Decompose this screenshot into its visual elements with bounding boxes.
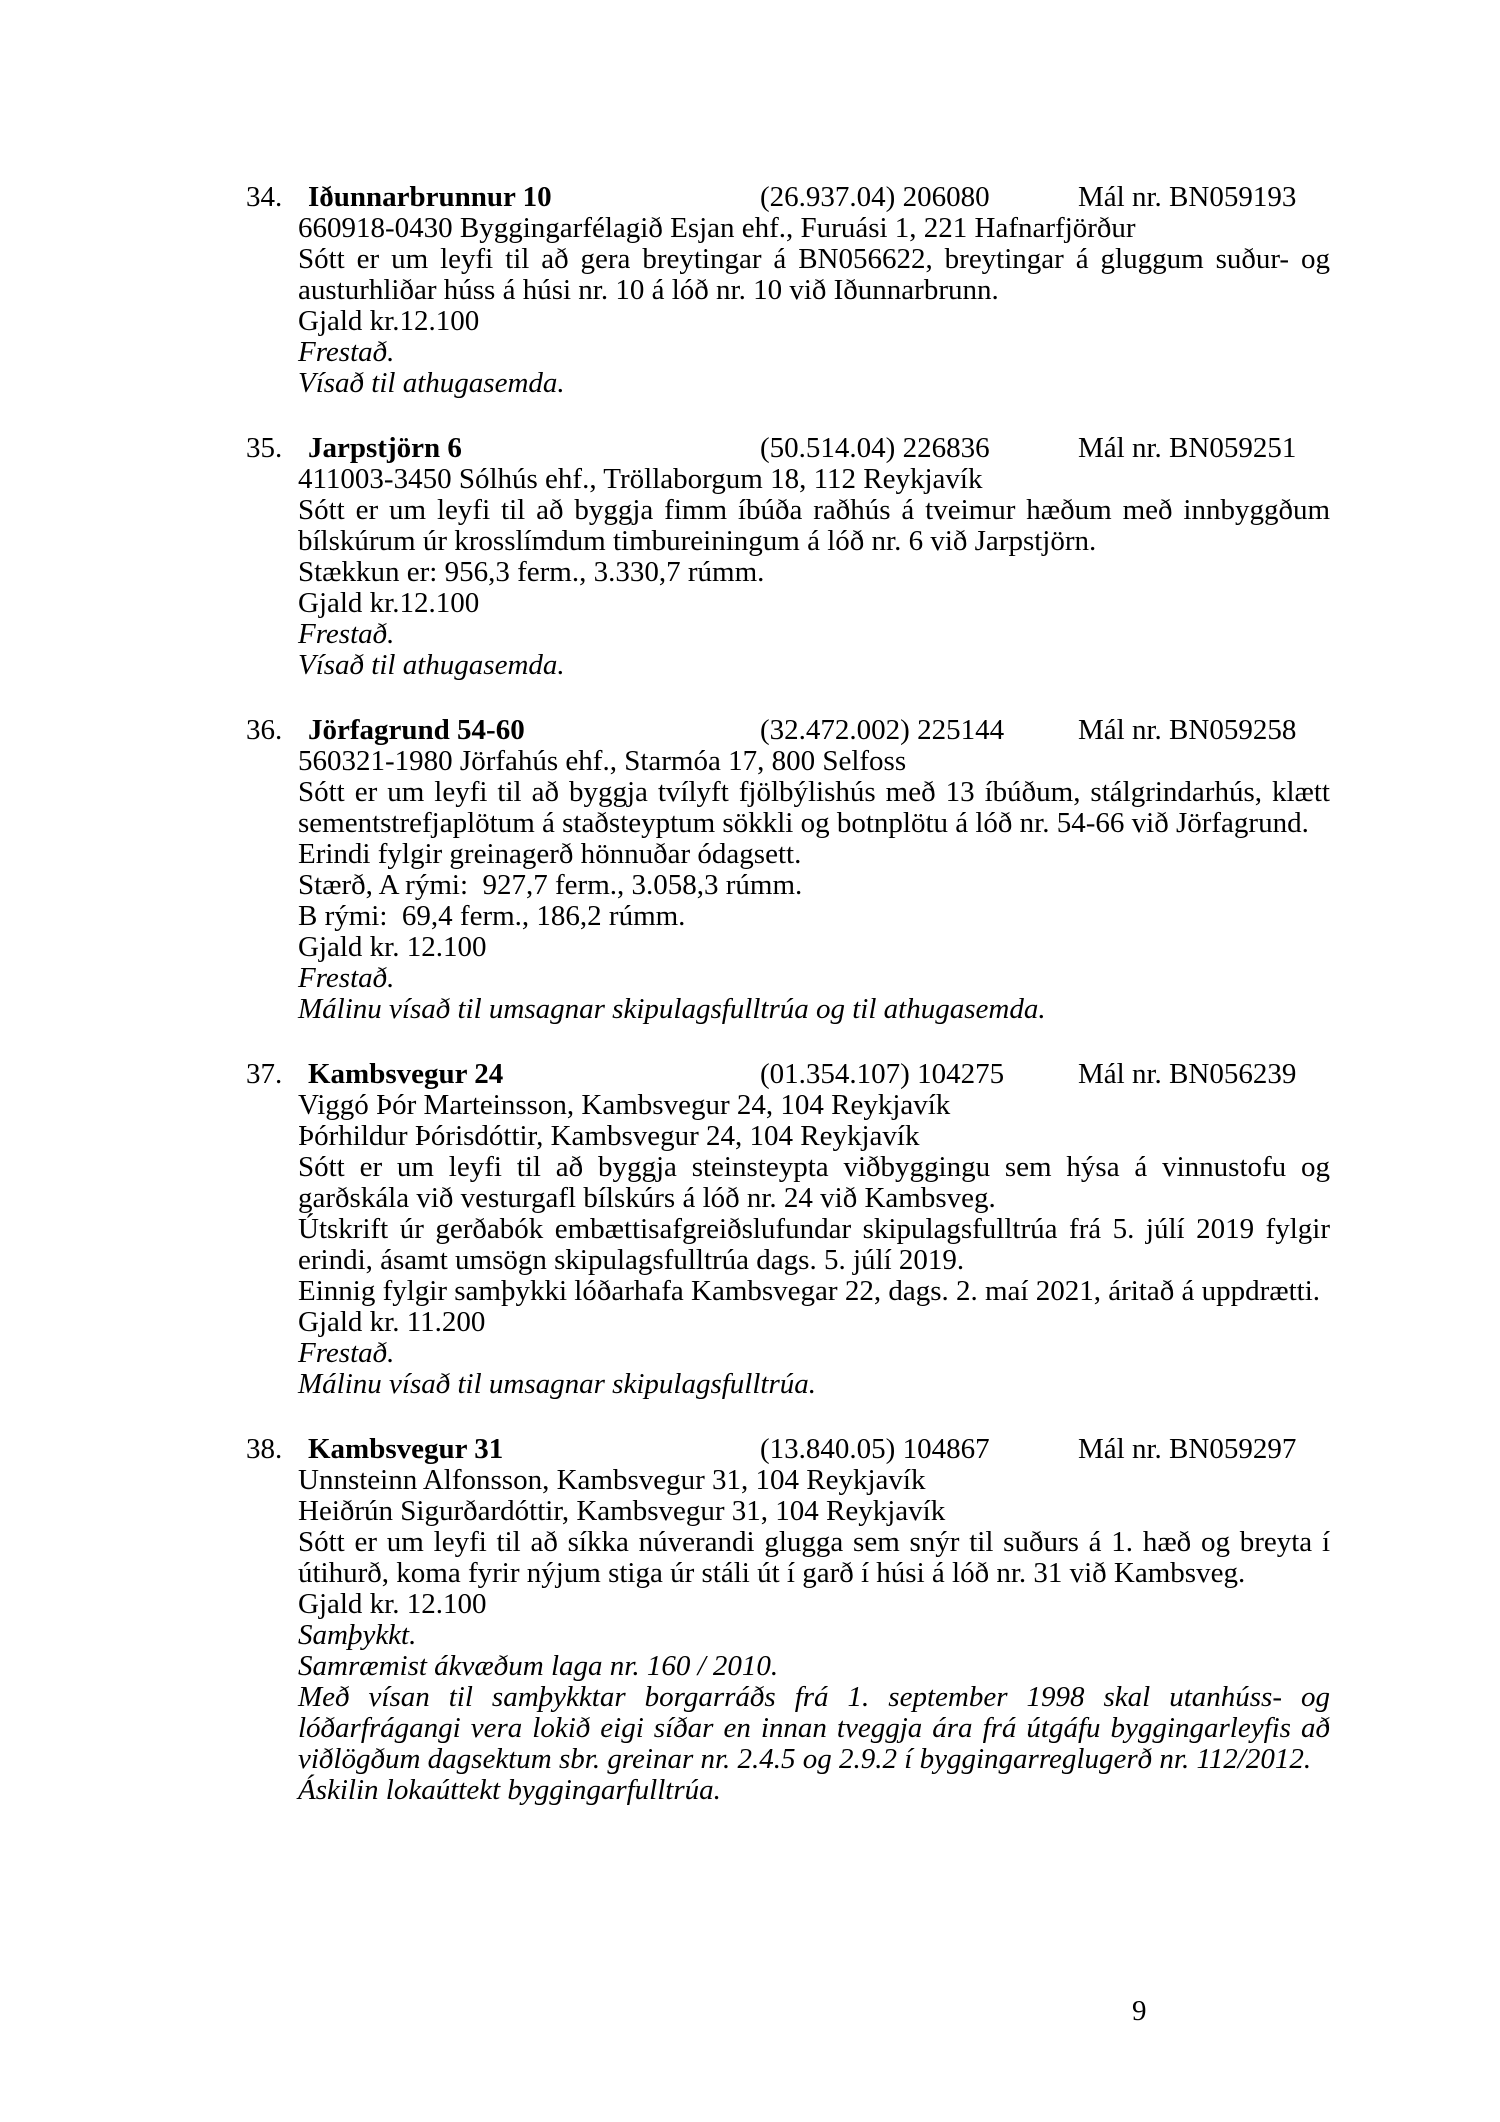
- paragraph: Sótt er um leyfi til að byggja fimm íbúða raðhús á tveimur hæðum með innbyggðum bílskúrum úr krosslímdum timbureiningum á lóð nr. 6 við Jarpstjörn.: [298, 494, 1338, 557]
- case-file: [1078, 1059, 1296, 1090]
- paragraph: Málinu vísað til umsagnar skipulagsfulltrúa og til athugasemda.: [298, 993, 1046, 1025]
- case-file: [1078, 1434, 1296, 1465]
- paragraph: Gjald kr. 12.100: [298, 1588, 487, 1620]
- case-list: [246, 181, 1338, 1840]
- case-number-index: 34.: [246, 181, 283, 213]
- case-file-number: BN056239: [1169, 1058, 1297, 1090]
- paragraph: Útskrift úr gerðabók embættisafgreiðslufundar skipulagsfulltrúa frá 5. júlí 2019 fylgir erindi, ásamt umsögn skipulagsfulltrúa dags. 5. júlí 2019.: [298, 1213, 1338, 1276]
- case-reference: (50.514.04) 226836: [760, 432, 990, 464]
- paragraph: Sótt er um leyfi til að byggja steinsteypta viðbyggingu sem hýsa á vinnustofu og garðskála við vesturgafl bílskúrs á lóð nr. 24 við Kambsveg.: [298, 1151, 1338, 1214]
- paragraph: Sótt er um leyfi til að byggja tvílyft fjölbýlishús með 13 íbúðum, stálgrindarhús, klætt sementstrefjaplötum á staðsteyptum sökkli og botnplötu á lóð nr. 54-66 við Jörfagrund.: [298, 776, 1338, 839]
- paragraph: Einnig fylgir samþykki lóðarhafa Kambsvegar 22, dags. 2. maí 2021, áritað á uppdrætti.: [298, 1275, 1321, 1307]
- paragraph: Vísað til athugasemda.: [298, 649, 565, 681]
- paragraph: 660918-0430 Byggingarfélagið Esjan ehf., Furuási 1, 221 Hafnarfjörður: [298, 212, 1136, 244]
- case-heading: [246, 1058, 1330, 1090]
- paragraph: Frestað.: [298, 962, 395, 994]
- case-item: [246, 1058, 1338, 1400]
- paragraph: Með vísan til samþykktar borgarráðs frá 1. september 1998 skal utanhúss- og lóðarfrágangi vera lokið eigi síðar en innan tveggja ára frá útgáfu byggingarleyfis að viðlögðum dagsektum sbr. greinar nr. 2.4.5 og 2.9.2 í byggingarreglugerð nr. 112/2012.: [298, 1681, 1338, 1775]
- paragraph: 411003-3450 Sólhús ehf., Tröllaborgum 18, 112 Reykjavík: [298, 463, 983, 495]
- case-item: [246, 181, 1338, 399]
- case-title: Kambsvegur 31: [308, 1433, 504, 1465]
- paragraph: Viggó Þór Marteinsson, Kambsvegur 24, 104 Reykjavík: [298, 1089, 951, 1121]
- paragraph: Unnsteinn Alfonsson, Kambsvegur 31, 104 Reykjavík: [298, 1464, 926, 1496]
- case-item: [246, 714, 1338, 1025]
- case-title: Jarpstjörn 6: [308, 432, 462, 464]
- paragraph: Áskilin lokaúttekt byggingarfulltrúa.: [298, 1774, 721, 1806]
- case-file-label: Mál nr.: [1078, 714, 1162, 746]
- case-file-label: Mál nr.: [1078, 1058, 1162, 1090]
- case-file: [1078, 433, 1296, 464]
- case-heading: [246, 432, 1330, 464]
- case-reference: (13.840.05) 104867: [760, 1433, 990, 1465]
- paragraph: Sótt er um leyfi til að síkka núverandi glugga sem snýr til suðurs á 1. hæð og breyta í útihurð, koma fyrir nýjum stiga úr stáli út í garð í húsi á lóð nr. 31 við Kambsveg.: [298, 1526, 1338, 1589]
- paragraph: B rými: 69,4 ferm., 186,2 rúmm.: [298, 900, 686, 932]
- case-number-index: 35.: [246, 432, 283, 464]
- paragraph: Stækkun er: 956,3 ferm., 3.330,7 rúmm.: [298, 556, 765, 588]
- case-file-number: BN059297: [1169, 1433, 1297, 1465]
- paragraph: Stærð, A rými: 927,7 ferm., 3.058,3 rúmm.: [298, 869, 803, 901]
- page-number: 9: [1132, 1995, 1147, 2027]
- paragraph: Erindi fylgir greinagerð hönnuðar ódagsett.: [298, 838, 802, 870]
- paragraph: Frestað.: [298, 618, 395, 650]
- case-item: [246, 1433, 1338, 1806]
- paragraph: Þórhildur Þórisdóttir, Kambsvegur 24, 104 Reykjavík: [298, 1120, 920, 1152]
- paragraph: Gjald kr. 11.200: [298, 1306, 486, 1338]
- paragraph: Samþykkt.: [298, 1619, 417, 1651]
- case-file-number: BN059258: [1169, 714, 1297, 746]
- case-number-index: 38.: [246, 1433, 283, 1465]
- case-heading: [246, 1433, 1330, 1465]
- case-file-number: BN059251: [1169, 432, 1297, 464]
- paragraph: Gjald kr.12.100: [298, 305, 480, 337]
- paragraph: Frestað.: [298, 336, 395, 368]
- case-title: Jörfagrund 54-60: [308, 714, 525, 746]
- paragraph: Málinu vísað til umsagnar skipulagsfulltrúa.: [298, 1368, 816, 1400]
- case-reference: (32.472.002) 225144: [760, 714, 1005, 746]
- case-file: [1078, 182, 1296, 213]
- case-heading: [246, 714, 1330, 746]
- paragraph: Samræmist ákvæðum laga nr. 160 / 2010.: [298, 1650, 779, 1682]
- case-file-label: Mál nr.: [1078, 1433, 1162, 1465]
- paragraph: Vísað til athugasemda.: [298, 367, 565, 399]
- case-number-index: 37.: [246, 1058, 283, 1090]
- case-item: [246, 432, 1338, 681]
- paragraph: Heiðrún Sigurðardóttir, Kambsvegur 31, 104 Reykjavík: [298, 1495, 946, 1527]
- case-file-number: BN059193: [1169, 181, 1297, 213]
- case-reference: (26.937.04) 206080: [760, 181, 990, 213]
- paragraph: 560321-1980 Jörfahús ehf., Starmóa 17, 800 Selfoss: [298, 745, 907, 777]
- paragraph: Frestað.: [298, 1337, 395, 1369]
- case-title: Iðunnarbrunnur 10: [308, 181, 552, 213]
- paragraph: Gjald kr. 12.100: [298, 931, 487, 963]
- case-reference: (01.354.107) 104275: [760, 1058, 1005, 1090]
- case-number-index: 36.: [246, 714, 283, 746]
- paragraph: Gjald kr.12.100: [298, 587, 480, 619]
- paragraph: Sótt er um leyfi til að gera breytingar á BN056622, breytingar á gluggum suður- og austurhliðar húss á húsi nr. 10 á lóð nr. 10 við Iðunnarbrunn.: [298, 243, 1338, 306]
- case-title: Kambsvegur 24: [308, 1058, 504, 1090]
- case-heading: [246, 181, 1330, 213]
- case-file: [1078, 715, 1296, 746]
- case-file-label: Mál nr.: [1078, 432, 1162, 464]
- case-file-label: Mál nr.: [1078, 181, 1162, 213]
